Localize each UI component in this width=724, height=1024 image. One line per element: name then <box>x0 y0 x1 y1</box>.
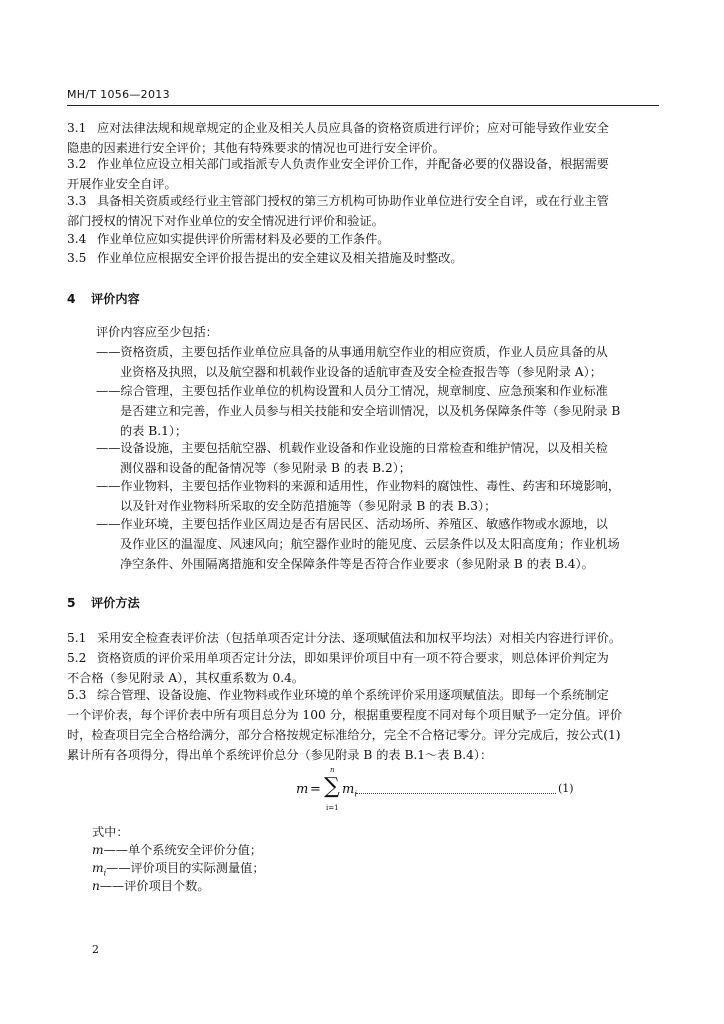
list-item <box>96 342 608 382</box>
clause-number: 3.4 <box>67 232 87 246</box>
list-item-line: ——作业环境，主要包括作业区周边是否有居民区、活动场所、养殖区、敏感作物或水源地，以 <box>96 517 608 531</box>
variable-definition <box>92 876 210 896</box>
clause-number: 3.1 <box>67 121 87 135</box>
clause-number: 5.1 <box>67 631 87 645</box>
clause-text: 时，检查项目完全合格给满分，部分合格按规定标准给分，完全不合格记零分。评分完成后，按公式(1) <box>67 728 621 742</box>
formula-term <box>342 782 357 799</box>
clause-5-3 <box>67 685 622 765</box>
list-item-line: 的表 B.1）； <box>120 424 188 438</box>
term-symbol: m <box>342 782 355 797</box>
formula-1 <box>296 766 586 826</box>
variable-text: ——评价项目个数。 <box>99 879 210 893</box>
variable-symbol: m <box>92 843 104 857</box>
leader-dots <box>356 783 556 794</box>
clause-3-2 <box>67 154 609 194</box>
clause-text: 采用安全检查表评价法（包括单项否定计分法、逐项赋值法和加权平均法）对相关内容进行评价。 <box>97 631 622 645</box>
standard-number-header: MH/T 1056—2013 <box>67 88 170 101</box>
clause-text: 作业单位应根据安全评价报告提出的安全建议及相关措施及时整改。 <box>97 251 463 265</box>
clause-text: 综合管理、设备设施、作业物料或作业环境的单个系统评价采用逐项赋值法。即每一个系统制定 <box>97 688 609 702</box>
list-item-line: 是否建立和完善，作业人员参与相关技能和安全培训情况，以及机务保障条件等（参见附录 B <box>120 404 621 418</box>
list-item-line: ——设备设施，主要包括航空器、机载作业设备和作业设施的日常检查和维护情况，以及相关检 <box>96 441 608 455</box>
formula-number: (1) <box>558 782 574 795</box>
list-item <box>96 514 620 574</box>
section-number: 4 <box>67 292 76 306</box>
list-item <box>96 381 620 441</box>
clause-number: 5.2 <box>67 651 87 665</box>
header-rule <box>67 105 659 106</box>
clause-text: 作业单位应如实提供评价所需材料及必要的工作条件。 <box>97 232 390 246</box>
where-label: 式中： <box>92 825 129 839</box>
clause-3-3 <box>67 191 609 231</box>
clause-text: 开展作业安全自评。 <box>67 177 177 191</box>
list-item-line: 业资格及执照，以及航空器和机载作业设备的适航审查及安全检查报告等（参见附录 A）； <box>120 365 602 379</box>
summation-symbol: ∑ <box>324 774 340 799</box>
clause-text: 资格资质的评价采用单项否定计分法，即如果评价项目中有一项不符合要求，则总体评价判定为 <box>97 651 609 665</box>
summation-upper-limit: n <box>330 766 335 774</box>
list-item-line: ——资格资质，主要包括作业单位应具备的从事通用航空作业的相应资质，作业人员应具备的从 <box>96 345 608 359</box>
list-item-line: ——综合管理，主要包括作业单位的机构设置和人员分工情况，规章制度、应急预案和作业标准 <box>96 384 608 398</box>
clause-text: 累计所有各项得分，得出单个系统评价总分（参见附录 B 的表 B.1～表 B.4）： <box>67 748 493 762</box>
list-item-line: 净空条件、外围隔离措施和安全保障条件等是否符合作业要求（参见附录 B 的表 B.4）。 <box>120 557 594 571</box>
section-4-intro: 评价内容应至少包括： <box>96 325 218 339</box>
section-4-heading <box>67 290 140 307</box>
clause-number: 3.3 <box>67 194 87 208</box>
clause-text: 应对法律法规和规章规定的企业及相关人员应具备的资格资质进行评价；应对可能导致作业安全 <box>97 121 609 135</box>
clause-text: 具备相关资质或经行业主管部门授权的第三方机构可协助作业单位进行安全自评，或在行业主管 <box>97 194 609 208</box>
clause-3-4 <box>67 229 390 249</box>
list-item-line: ——作业物料，主要包括作业物料的来源和适用性，作业物料的腐蚀性、毒性、药害和环境影响， <box>96 479 621 493</box>
clause-5-1 <box>67 628 621 648</box>
summation-lower-limit: i=1 <box>326 804 339 812</box>
term-subscript: i <box>354 789 357 799</box>
section-number: 5 <box>67 596 76 610</box>
clause-3-1 <box>67 118 609 158</box>
variable-text: ——评价项目的实际测量值； <box>106 861 265 875</box>
section-5-heading <box>67 594 140 611</box>
clause-text: 作业单位应设立相关部门或指派专人负责作业安全评价工作，并配备必要的仪器设备，根据需要 <box>97 157 609 171</box>
clause-text: 部门授权的情况下对作业单位的安全情况进行评价和验证。 <box>67 214 384 228</box>
clause-number: 3.2 <box>67 157 87 171</box>
section-title: 评价方法 <box>91 596 140 610</box>
variable-symbol: m <box>92 861 104 875</box>
formula-equals: = <box>310 782 321 797</box>
clause-text: 不合格（参见附录 A），其权重系数为 0.4。 <box>67 671 305 685</box>
variable-subscript: i <box>103 868 107 878</box>
variable-definition <box>92 840 262 860</box>
list-item <box>96 438 608 478</box>
clause-text: 隐患的因素进行安全评价；其他有特殊要求的情况也可进行安全评价。 <box>67 141 445 155</box>
formula-lhs: m <box>296 782 309 797</box>
list-item-line: 以及针对作业物料所采取的安全防范措施等（参见附录 B 的表 B.3）； <box>120 499 497 513</box>
list-item-line: 测仪器和设备的配备情况等（参见附录 B 的表 B.2）； <box>120 461 411 475</box>
list-item-line: 及作业区的温湿度、风速风向；航空器作业时的能见度、云层条件以及太阳高度角；作业机场 <box>120 537 620 551</box>
variable-symbol: n <box>92 879 100 893</box>
page-number: 2 <box>92 943 99 956</box>
list-item <box>96 476 620 516</box>
section-title: 评价内容 <box>91 292 140 306</box>
clause-5-2 <box>67 648 609 688</box>
clause-text: 一个评价表，每个评价表中所有项目总分为 100 分，根据重要程度不同对每个项目赋予一定分值。评价 <box>67 708 623 722</box>
clause-3-5 <box>67 248 463 268</box>
variable-text: ——单个系统安全评价分值； <box>103 843 262 857</box>
clause-number: 3.5 <box>67 251 87 265</box>
clause-number: 5.3 <box>67 688 87 702</box>
